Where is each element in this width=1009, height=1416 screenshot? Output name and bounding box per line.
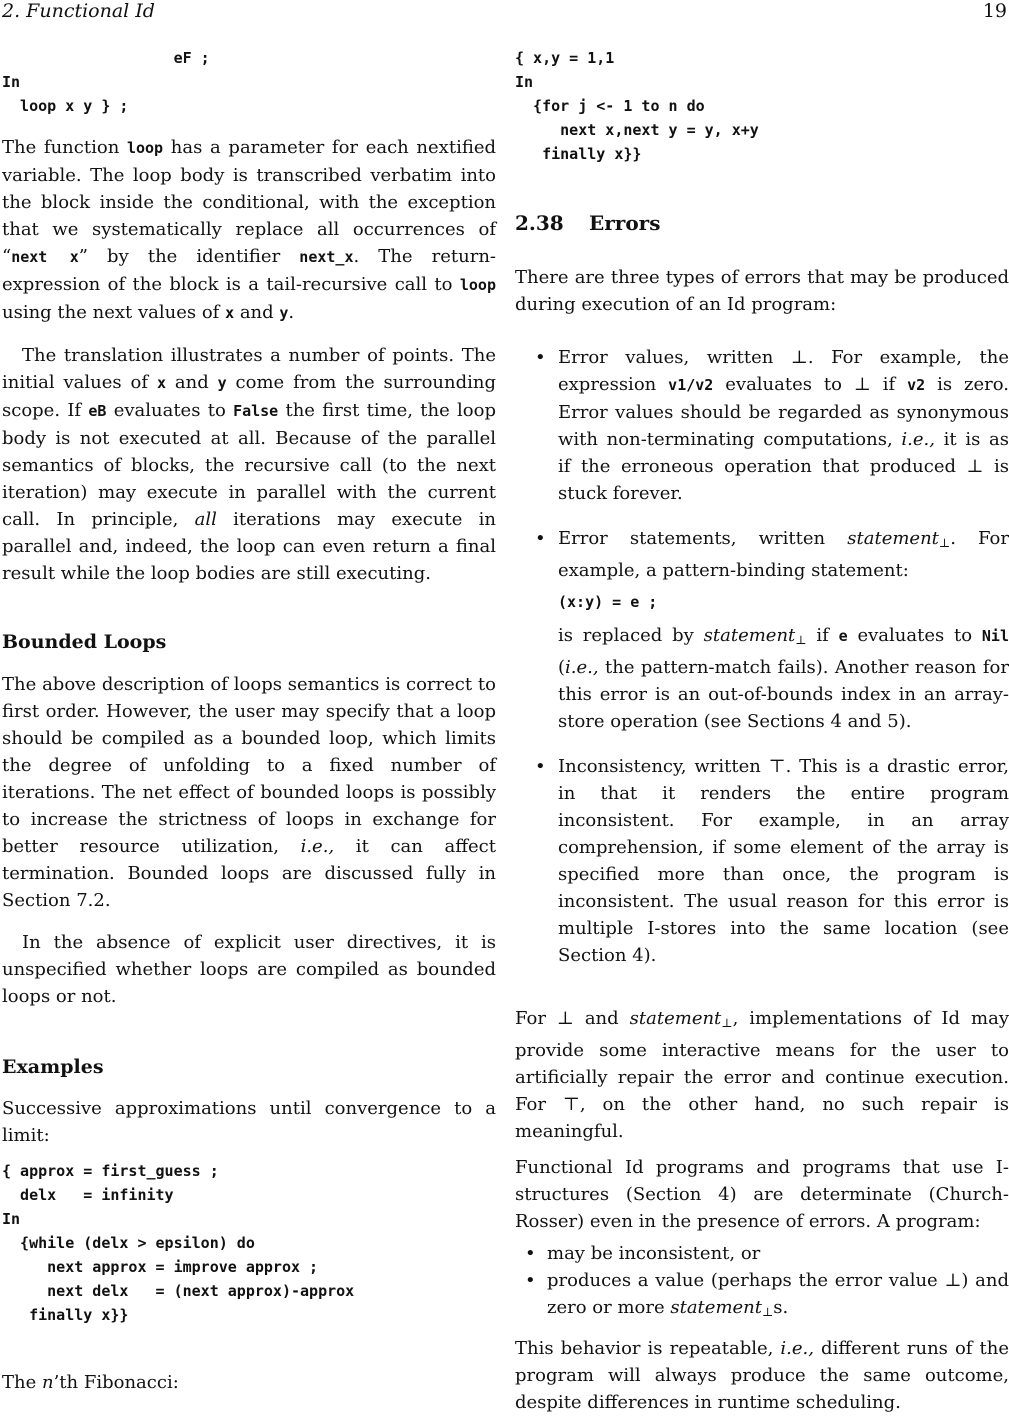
code-fibonacci: { x,y = 1,1 In {for j <- 1 to n do next x,next y = y, x+y finally x}} <box>515 49 759 163</box>
list-item: • Inconsistency, written ⊤. This is a drastic error, in that it renders the entire program inconsistent. For example, in an array comprehension, if some element of the array is specified more than once, the program is inconsistent. The usual reason for this error is multiple I-stores into the same location (see Section 4). <box>515 753 1009 969</box>
paragraph-repair: For ⊥ and statement$_\perp$, implementations of Id may provide some interactive means for the user to artificially repair the error and continue execution. For ⊤, on the other hand, no such repair is meaningful. <box>515 1008 1009 1142</box>
paragraph-error-types: There are three types of errors that may be produced during execution of an Id program: <box>515 267 1009 315</box>
paragraph-loop-function: The function loop has a parameter for each nextified variable. The loop body is transcribed verbatim into the block inside the conditional, with the exception that we systematically replace all occurrences of “next x” by the identifier next_x. The return-expression of the block is a tail-recursive call to loop using the next values of x and y. <box>2 137 497 323</box>
paragraph-determinate: Functional Id programs and programs that use I-structures (Section 4) are determinate (Church-Rosser) even in the presence of errors. A program: <box>515 1157 1009 1232</box>
list-item: • may be inconsistent, or <box>515 1240 1009 1267</box>
error-types-list <box>515 344 1009 969</box>
bullet-icon: • <box>535 528 546 549</box>
code-pattern-binding: (x:y) = e ; <box>558 593 658 611</box>
paragraph-translation: The translation illustrates a number of points. The initial values of x and y come from the surrounding scope. If eB evaluates to False the first time, the loop body is not executed at all. Because of the parallel semantics of blocks, the recursive call (to the next iteration) may execute in parallel with the current call. In principle, all iterations may execute in parallel and, indeed, the loop can even return a final result while the loop bodies are still executing. <box>2 345 497 584</box>
bullet-icon: • <box>535 756 546 777</box>
paragraph-user-directives: In the absence of explicit user directives, it is unspecified whether loops are compiled as bounded loops or not. <box>2 932 496 1007</box>
running-header-chapter: 2. Functional Id <box>2 0 155 22</box>
bullet-icon: • <box>535 347 546 368</box>
bullet-icon: • <box>525 1243 536 1264</box>
paragraph-fibonacci: The n’th Fibonacci: <box>2 1372 179 1393</box>
program-outcomes-list <box>515 1240 1009 1326</box>
right-column <box>515 46 1009 1416</box>
heading-bounded-loops: Bounded Loops <box>2 631 167 653</box>
code-approx-example: { approx = first_guess ; delx = infinity In {while (delx > epsilon) do next approx = improve approx ; next delx = (next approx)-approx finally x}} <box>2 1162 355 1324</box>
bullet-icon: • <box>525 1270 536 1291</box>
paragraph-successive-approx: Successive approximations until convergence to a limit: <box>2 1098 496 1146</box>
left-column <box>2 46 496 1396</box>
list-item: • Error statements, written statement$_\perp$. For example, a pattern-binding statement: (x:y) = e ; is replaced by statement$_\perp$ if e evaluates to Nil (i.e., the pattern-match fails). Another reason for this error is an out-of-bounds index in an array-store operation (see Sections 4 and 5). <box>515 525 1009 735</box>
paragraph-bounded-loops: The above description of loops semantics is correct to first order. However, the user may specify that a loop should be compiled as a bounded loop, which limits the degree of unfolding to a fixed number of iterations. The net effect of bounded loops is possibly to increase the strictness of loops in exchange for better resource utilization, i.e., it can affect termination. Bounded loops are discussed fully in Section 7.2. <box>2 674 497 911</box>
list-item: • Error values, written ⊥. For example, the expression v1/v2 evaluates to ⊥ if v2 is zero. Error values should be regarded as synonymous with non-terminating computations, i.e., it is as if the erroneous operation that produced ⊥ is stuck forever. <box>515 344 1009 507</box>
page-number: 19 <box>982 0 1007 22</box>
section-heading-errors: 2.38 Errors <box>515 211 661 235</box>
list-item: • produces a value (perhaps the error value ⊥) and zero or more statement$_\perp$s. <box>515 1267 1009 1326</box>
paragraph-repeatable: This behavior is repeatable, i.e., different runs of the program will always produce the same outcome, despite differences in runtime scheduling. <box>515 1338 1009 1413</box>
heading-examples: Examples <box>2 1056 104 1078</box>
code-loop-tail: eF ; In loop x y } ; <box>2 49 210 115</box>
